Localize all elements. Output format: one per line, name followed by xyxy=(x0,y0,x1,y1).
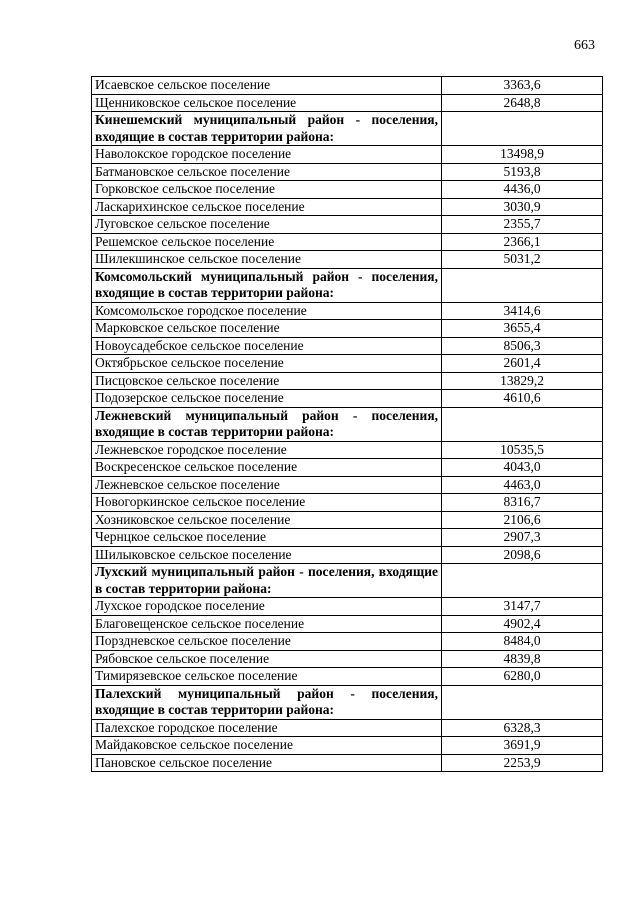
settlement-value: 3363,6 xyxy=(442,77,603,95)
settlement-name: Батмановское сельское поселение xyxy=(92,163,442,181)
table-row xyxy=(92,754,603,772)
settlement-name: Новоусадебское сельское поселение xyxy=(92,337,442,355)
settlement-value: 2098,6 xyxy=(442,546,603,564)
table-row xyxy=(92,198,603,216)
table-row xyxy=(92,251,603,269)
settlement-value: 8484,0 xyxy=(442,633,603,651)
settlement-name: Луговское сельское поселение xyxy=(92,216,442,234)
settlement-value: 2106,6 xyxy=(442,511,603,529)
district-header-row xyxy=(92,268,603,302)
district-header: Лухский муниципальный район - поселения, входящие в состав территории района: xyxy=(92,564,442,598)
settlement-name: Щенниковское сельское поселение xyxy=(92,94,442,112)
table-row xyxy=(92,476,603,494)
settlement-name: Лежневское сельское поселение xyxy=(92,476,442,494)
table-row xyxy=(92,337,603,355)
table-row xyxy=(92,320,603,338)
settlement-value: 3147,7 xyxy=(442,598,603,616)
settlement-value: 8316,7 xyxy=(442,494,603,512)
empty-value-cell xyxy=(442,564,603,598)
settlement-value: 6280,0 xyxy=(442,668,603,686)
settlement-name: Октябрьское сельское поселение xyxy=(92,355,442,373)
settlement-name: Решемское сельское поселение xyxy=(92,233,442,251)
settlement-name: Исаевское сельское поселение xyxy=(92,77,442,95)
district-header: Лежневский муниципальный район - поселения, входящие в состав территории района: xyxy=(92,407,442,441)
table-row xyxy=(92,668,603,686)
settlement-value: 2907,3 xyxy=(442,529,603,547)
table-row xyxy=(92,615,603,633)
table-row xyxy=(92,511,603,529)
settlement-value: 2601,4 xyxy=(442,355,603,373)
settlements-table xyxy=(91,76,603,772)
district-header: Палехский муниципальный район - поселения, входящие в состав территории района: xyxy=(92,685,442,719)
settlement-name: Новогоркинское сельское поселение xyxy=(92,494,442,512)
table-row xyxy=(92,650,603,668)
settlement-name: Ласкарихинское сельское поселение xyxy=(92,198,442,216)
settlement-value: 4610,6 xyxy=(442,390,603,408)
table-row xyxy=(92,441,603,459)
settlement-value: 5193,8 xyxy=(442,163,603,181)
settlement-value: 3691,9 xyxy=(442,737,603,755)
settlement-value: 4902,4 xyxy=(442,615,603,633)
table-row xyxy=(92,216,603,234)
settlement-name: Горковское сельское поселение xyxy=(92,181,442,199)
settlement-name: Лежневское городское поселение xyxy=(92,441,442,459)
settlement-name: Наволокское городское поселение xyxy=(92,146,442,164)
table-row xyxy=(92,737,603,755)
settlement-value: 2355,7 xyxy=(442,216,603,234)
settlement-value: 4043,0 xyxy=(442,459,603,477)
table-row xyxy=(92,494,603,512)
settlement-name: Подозерское сельское поселение xyxy=(92,390,442,408)
page-number: 663 xyxy=(574,38,595,53)
table-row xyxy=(92,459,603,477)
settlement-name: Пановское сельское поселение xyxy=(92,754,442,772)
settlement-name: Писцовское сельское поселение xyxy=(92,372,442,390)
settlement-name: Воскресенское сельское поселение xyxy=(92,459,442,477)
table-row xyxy=(92,181,603,199)
district-header: Комсомольский муниципальный район - поселения, входящие в состав территории района: xyxy=(92,268,442,302)
settlement-name: Комсомольское городское поселение xyxy=(92,302,442,320)
table-row xyxy=(92,77,603,95)
empty-value-cell xyxy=(442,685,603,719)
settlement-name: Хозниковское сельское поселение xyxy=(92,511,442,529)
table-row xyxy=(92,355,603,373)
settlement-value: 8506,3 xyxy=(442,337,603,355)
settlement-value: 2648,8 xyxy=(442,94,603,112)
settlement-value: 2253,9 xyxy=(442,754,603,772)
table-row xyxy=(92,598,603,616)
district-header: Кинешемский муниципальный район - поселения, входящие в состав территории района: xyxy=(92,112,442,146)
settlement-value: 4463,0 xyxy=(442,476,603,494)
empty-value-cell xyxy=(442,407,603,441)
district-header-row xyxy=(92,407,603,441)
district-header-row xyxy=(92,564,603,598)
settlement-value: 2366,1 xyxy=(442,233,603,251)
table-row xyxy=(92,633,603,651)
settlement-name: Палехское городское поселение xyxy=(92,719,442,737)
table-body xyxy=(92,77,603,772)
table-row xyxy=(92,546,603,564)
district-header-row xyxy=(92,685,603,719)
settlement-name: Майдаковское сельское поселение xyxy=(92,737,442,755)
table-row xyxy=(92,146,603,164)
settlement-value: 13829,2 xyxy=(442,372,603,390)
settlement-value: 3414,6 xyxy=(442,302,603,320)
settlement-value: 4436,0 xyxy=(442,181,603,199)
table-row xyxy=(92,529,603,547)
table-row xyxy=(92,302,603,320)
settlement-name: Шилыковское сельское поселение xyxy=(92,546,442,564)
settlement-value: 5031,2 xyxy=(442,251,603,269)
settlement-name: Порздневское сельское поселение xyxy=(92,633,442,651)
settlement-name: Тимирязевское сельское поселение xyxy=(92,668,442,686)
settlement-name: Чернцкое сельское поселение xyxy=(92,529,442,547)
empty-value-cell xyxy=(442,268,603,302)
settlement-name: Шилекшинское сельское поселение xyxy=(92,251,442,269)
table-row xyxy=(92,390,603,408)
settlement-value: 6328,3 xyxy=(442,719,603,737)
settlement-value: 4839,8 xyxy=(442,650,603,668)
settlement-name: Марковское сельское поселение xyxy=(92,320,442,338)
table-row xyxy=(92,94,603,112)
empty-value-cell xyxy=(442,112,603,146)
settlement-name: Рябовское сельское поселение xyxy=(92,650,442,668)
table-row xyxy=(92,719,603,737)
settlement-name: Благовещенское сельское поселение xyxy=(92,615,442,633)
table-row xyxy=(92,163,603,181)
table-row xyxy=(92,372,603,390)
settlement-value: 3030,9 xyxy=(442,198,603,216)
settlement-value: 3655,4 xyxy=(442,320,603,338)
settlement-value: 10535,5 xyxy=(442,441,603,459)
settlement-value: 13498,9 xyxy=(442,146,603,164)
settlement-name: Лухское городское поселение xyxy=(92,598,442,616)
table-row xyxy=(92,233,603,251)
district-header-row xyxy=(92,112,603,146)
